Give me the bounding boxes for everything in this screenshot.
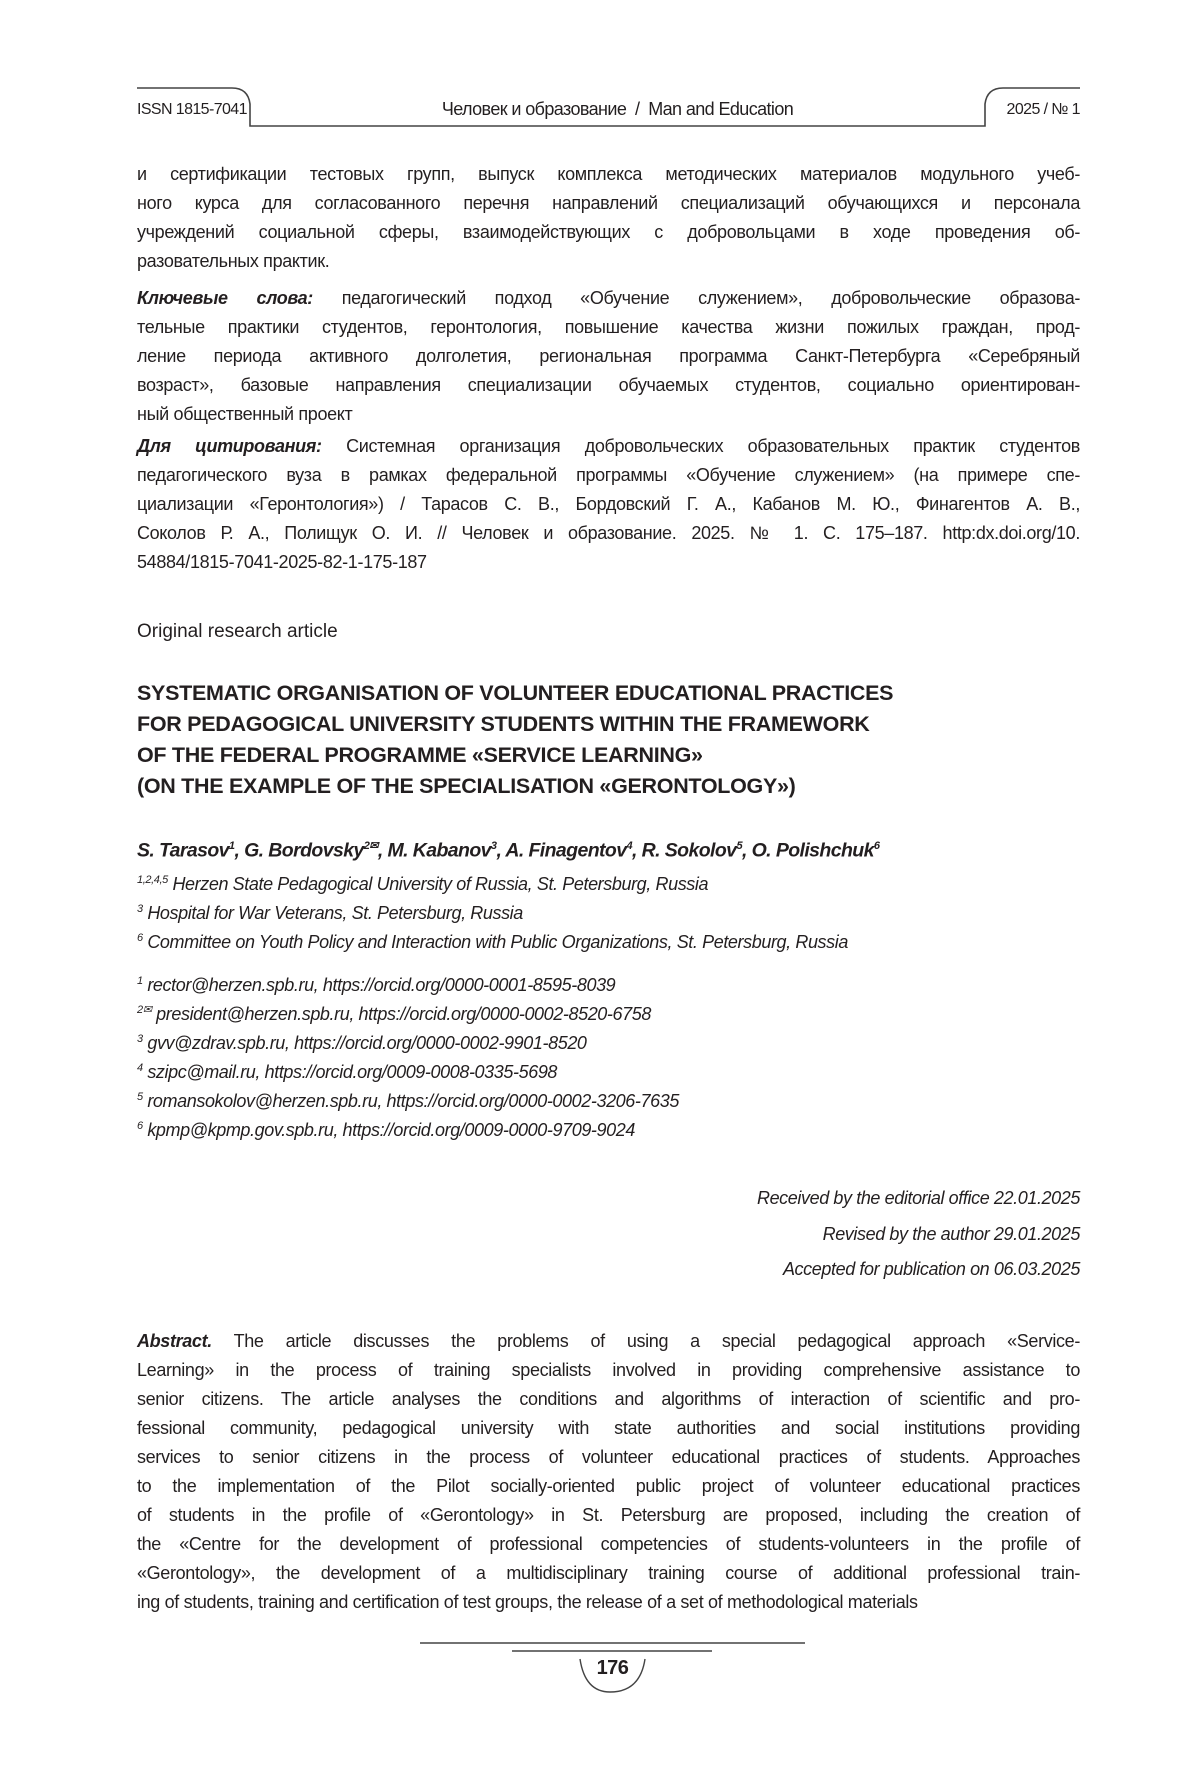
contact-text: kpmp@kpmp.gov.spb.ru, https://orcid.org/0009-0000-9709-9024 bbox=[147, 1120, 635, 1140]
author-list: S. Tarasov1, G. Bordovsky2✉, M. Kabanov3, A. Finagentov4, R. Sokolov5, O. Polishchuk6 bbox=[137, 832, 1080, 866]
issue-number: 2025 / № 1 bbox=[1007, 101, 1080, 119]
line-text: ного курса для согласованного перечня направлений специализаций обучающихся и персонала bbox=[137, 193, 1080, 213]
line-text: и сертификации тестовых групп, выпуск комплекса методических материалов модульного учеб- bbox=[137, 164, 1080, 184]
dates bbox=[137, 1184, 1080, 1291]
affiliation-line bbox=[137, 866, 1080, 895]
line-text: тельные практики студентов, геронтология, повышение качества жизни пожилых граждан, прод- bbox=[137, 317, 1080, 337]
affiliation-text: Herzen State Pedagogical University of Russia, St. Petersburg, Russia bbox=[172, 874, 708, 894]
title-line: FOR PEDAGOGICAL UNIVERSITY STUDENTS WITHIN THE FRAMEWORK bbox=[137, 709, 1080, 740]
affiliation-line bbox=[137, 924, 1080, 953]
superscript: 6 bbox=[137, 932, 143, 944]
title-line: SYSTEMATIC ORGANISATION OF VOLUNTEER EDUCATIONAL PRACTICES bbox=[137, 678, 1080, 709]
superscript: 1,2,4,5 bbox=[137, 874, 168, 886]
author-name: G. Bordovsky bbox=[244, 840, 364, 862]
line-text: services to senior citizens in the process of volunteer educational practices of students. Approaches bbox=[137, 1447, 1080, 1467]
line-text: Системная организация добровольческих образовательных практик студентов bbox=[322, 436, 1080, 456]
article-type: Original research article bbox=[137, 617, 1080, 646]
text-line bbox=[137, 548, 1080, 577]
author-name: O. Polishchuk bbox=[752, 840, 874, 862]
text-line bbox=[137, 1356, 1080, 1385]
text-line bbox=[137, 1588, 1080, 1617]
contact-text: president@herzen.spb.ru, https://orcid.org/0000-0002-8520-6758 bbox=[156, 1004, 651, 1024]
line-text: the «Centre for the development of professional competencies of students-volunteers in the profile of bbox=[137, 1534, 1080, 1554]
line-text: возраст», базовые направления специализации обучаемых студентов, социально ориентирован- bbox=[137, 375, 1080, 395]
author-name: A. Finagentov bbox=[505, 840, 626, 862]
author-sup: 3 bbox=[491, 840, 497, 852]
superscript: 5 bbox=[137, 1091, 143, 1103]
abstract-paragraph bbox=[137, 1327, 1080, 1617]
text-line bbox=[137, 490, 1080, 519]
line-text: педагогического вуза в рамках федеральной программы «Обучение служением» (на примере спе- bbox=[137, 465, 1080, 485]
paragraph-label: Abstract. bbox=[137, 1331, 212, 1351]
contact-text: romansokolov@herzen.spb.ru, https://orcid.org/0000-0002-3206-7635 bbox=[147, 1091, 679, 1111]
text-line bbox=[137, 1501, 1080, 1530]
text-line bbox=[137, 189, 1080, 218]
line-text: senior citizens. The article analyses the conditions and algorithms of interaction of scientific and pro- bbox=[137, 1389, 1080, 1409]
author-sup: 4 bbox=[626, 840, 632, 852]
keywords-paragraph bbox=[137, 284, 1080, 429]
line-text: ление периода активного долголетия, региональная программа Санкт-Петербурга «Серебряный bbox=[137, 346, 1080, 366]
line-text: 54884/1815-7041-2025-82-1-175-187 bbox=[137, 552, 427, 572]
author-sup: 6 bbox=[874, 840, 880, 852]
line-text: of students in the profile of «Gerontology» in St. Petersburg are proposed, including the creation of bbox=[137, 1505, 1080, 1525]
text-line bbox=[137, 284, 1080, 313]
line-text: педагогический подход «Обучение служением», добровольческие образова- bbox=[313, 288, 1080, 308]
superscript: 3 bbox=[137, 1033, 143, 1045]
superscript: 6 bbox=[137, 1120, 143, 1132]
contacts bbox=[137, 967, 1080, 1141]
superscript: 2✉ bbox=[137, 1004, 152, 1016]
text-line bbox=[137, 400, 1080, 429]
contact-line bbox=[137, 1112, 1080, 1141]
contact-text: gvv@zdrav.spb.ru, https://orcid.org/0000-0002-9901-8520 bbox=[147, 1033, 586, 1053]
contact-text: szipc@mail.ru, https://orcid.org/0009-0008-0335-5698 bbox=[147, 1062, 557, 1082]
page-number: 176 bbox=[580, 1657, 645, 1680]
text-line bbox=[137, 313, 1080, 342]
author-sup: 2✉ bbox=[364, 840, 378, 852]
contact-line bbox=[137, 1025, 1080, 1054]
date-line: Received by the editorial office 22.01.2025 bbox=[137, 1184, 1080, 1220]
text-line bbox=[137, 247, 1080, 276]
line-text: Learning» in the process of training specialists involved in providing comprehensive assistance to bbox=[137, 1360, 1080, 1380]
contact-text: rector@herzen.spb.ru, https://orcid.org/0000-0001-8595-8039 bbox=[147, 975, 615, 995]
affiliation-text: Hospital for War Veterans, St. Petersburg, Russia bbox=[147, 903, 523, 923]
line-text: учреждений социальной сферы, взаимодействующих с добровольцами в ходе проведения об- bbox=[137, 222, 1080, 242]
line-text: циализации «Геронтология») / Тарасов С. В., Бордовский Г. А., Кабанов М. Ю., Финагентов А. В., bbox=[137, 494, 1080, 514]
line-text: «Gerontology», the development of a multidisciplinary training course of additional professional train- bbox=[137, 1563, 1080, 1583]
text-line bbox=[137, 1530, 1080, 1559]
superscript: 3 bbox=[137, 903, 143, 915]
affiliations bbox=[137, 866, 1080, 953]
intro-paragraph bbox=[137, 160, 1080, 276]
affiliation-line bbox=[137, 895, 1080, 924]
issn: ISSN 1815-7041 bbox=[137, 101, 247, 119]
title-line: OF THE FEDERAL PROGRAMME «SERVICE LEARNING» bbox=[137, 740, 1080, 771]
journal-title: Человек и образование / Man and Education bbox=[250, 99, 985, 120]
contact-line bbox=[137, 996, 1080, 1025]
author-name: M. Kabanov bbox=[387, 840, 490, 862]
title-line: (ON THE EXAMPLE OF THE SPECIALISATION «GERONTOLOGY») bbox=[137, 771, 1080, 802]
text-line bbox=[137, 371, 1080, 400]
citation-paragraph bbox=[137, 432, 1080, 577]
text-line bbox=[137, 519, 1080, 548]
paragraph-label: Ключевые слова: bbox=[137, 288, 313, 308]
author-name: R. Sokolov bbox=[642, 840, 737, 862]
text-line bbox=[137, 1559, 1080, 1588]
line-text: The article discusses the problems of using a special pedagogical approach «Service- bbox=[212, 1331, 1080, 1351]
text-line bbox=[137, 342, 1080, 371]
contact-line bbox=[137, 1054, 1080, 1083]
contact-line bbox=[137, 1083, 1080, 1112]
line-text: to the implementation of the Pilot socially-oriented public project of volunteer educational practices bbox=[137, 1476, 1080, 1496]
text-line bbox=[137, 1443, 1080, 1472]
line-text: fessional community, pedagogical university with state authorities and social institutions providing bbox=[137, 1418, 1080, 1438]
text-line bbox=[137, 1385, 1080, 1414]
paragraph-label: Для цитирования: bbox=[137, 436, 322, 456]
text-line bbox=[137, 160, 1080, 189]
superscript: 1 bbox=[137, 975, 143, 987]
superscript: 4 bbox=[137, 1062, 143, 1074]
article-title bbox=[137, 678, 1080, 802]
line-text: ing of students, training and certification of test groups, the release of a set of methodological materials bbox=[137, 1592, 918, 1612]
text-line bbox=[137, 218, 1080, 247]
line-text: Соколов Р. А., Полищук О. И. // Человек и образование. 2025. № 1. С. 175–187. http:dx.doi.org/10. bbox=[137, 523, 1080, 543]
text-line bbox=[137, 1327, 1080, 1356]
author-name: S. Tarasov bbox=[137, 840, 229, 862]
date-line: Accepted for publication on 06.03.2025 bbox=[137, 1255, 1080, 1291]
text-line bbox=[137, 432, 1080, 461]
affiliation-text: Committee on Youth Policy and Interaction with Public Organizations, St. Petersburg, Russia bbox=[147, 932, 848, 952]
text-line bbox=[137, 1472, 1080, 1501]
line-text: ный общественный проект bbox=[137, 404, 352, 424]
line-text: разовательных практик. bbox=[137, 251, 329, 271]
text-line bbox=[137, 461, 1080, 490]
contact-line bbox=[137, 967, 1080, 996]
author-sup: 1 bbox=[229, 840, 235, 852]
author-sup: 5 bbox=[736, 840, 742, 852]
date-line: Revised by the author 29.01.2025 bbox=[137, 1220, 1080, 1256]
text-line bbox=[137, 1414, 1080, 1443]
